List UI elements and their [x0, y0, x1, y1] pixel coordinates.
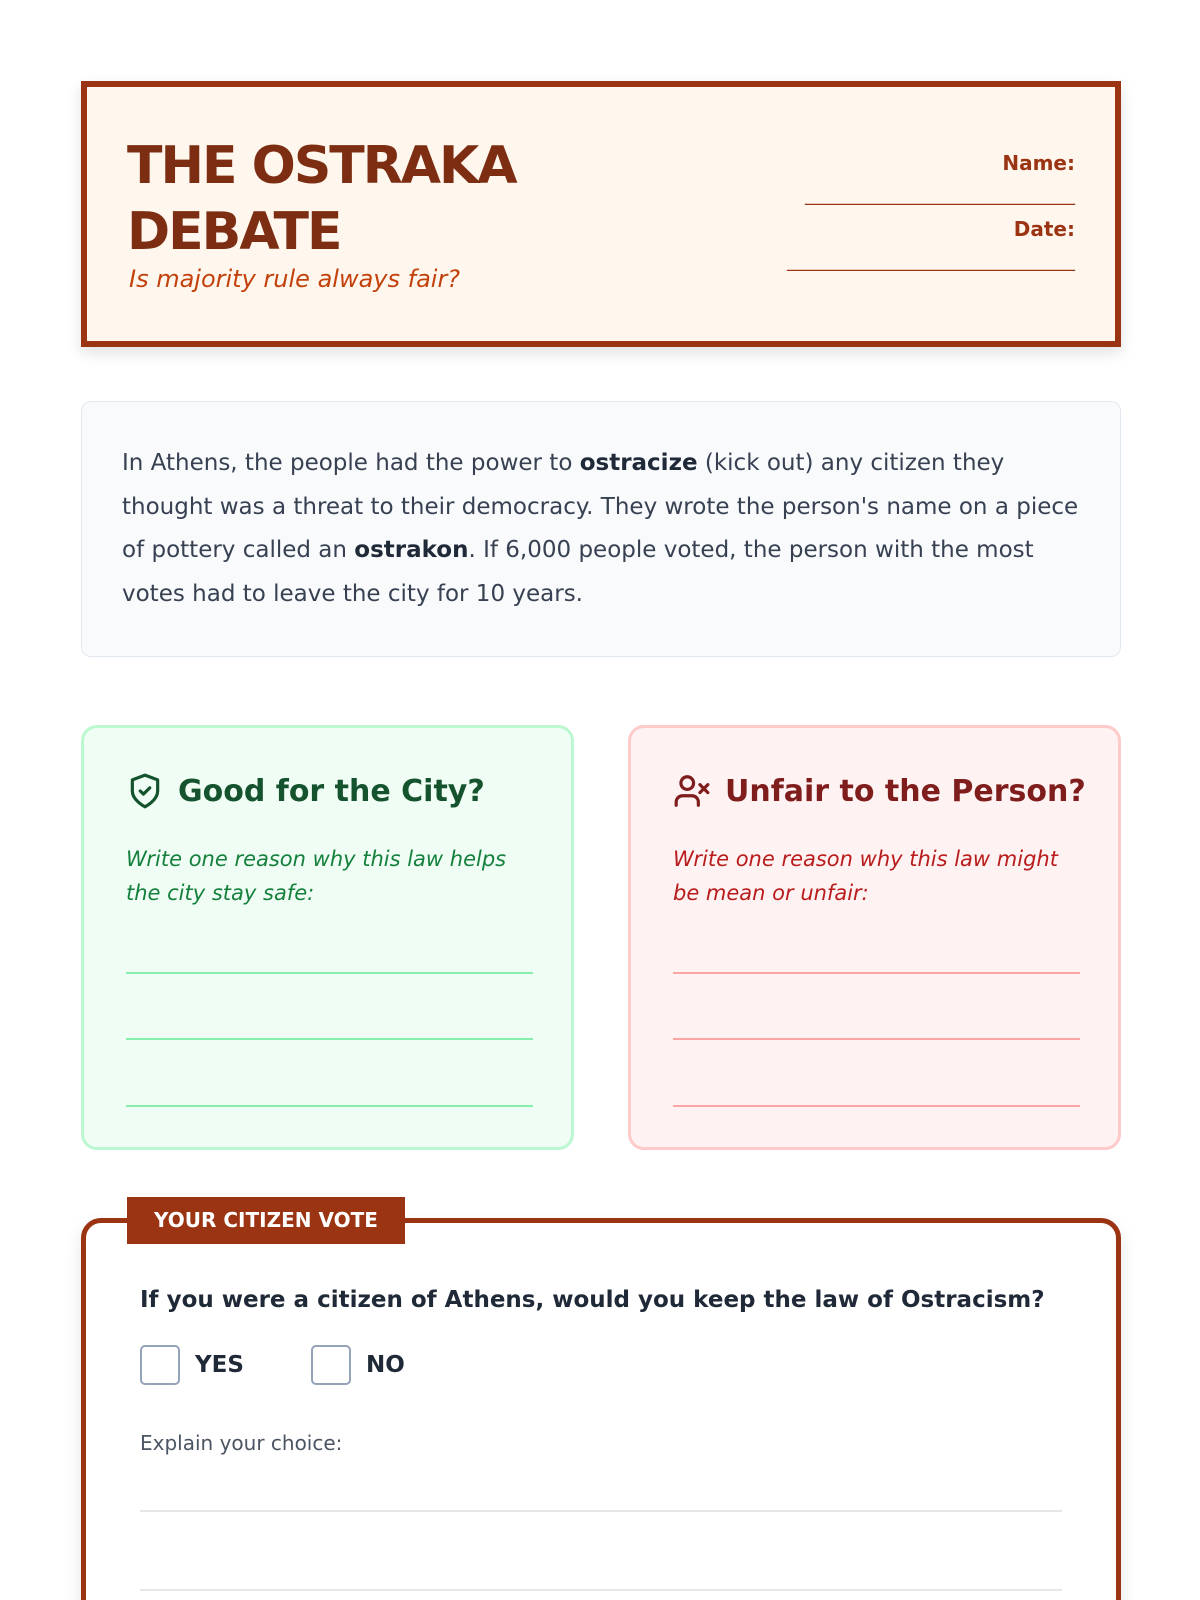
shield-check-icon	[126, 772, 164, 810]
writing-line[interactable]	[673, 1038, 1080, 1040]
explain-writing-line[interactable]	[140, 1510, 1062, 1512]
citizen-vote-section	[81, 1218, 1121, 1600]
name-blank[interactable]: ______________________________	[805, 185, 1075, 206]
term-ostracize: ostracize	[579, 450, 698, 476]
no-label: NO	[366, 1352, 405, 1378]
page-subtitle: Is majority rule always fair?	[129, 265, 461, 293]
title-line-2: DEBATE	[127, 202, 341, 262]
writing-line[interactable]	[126, 972, 533, 974]
vote-question: If you were a citizen of Athens, would you keep the law of Ostracism?	[140, 1287, 1045, 1313]
bad-card-header	[673, 772, 1086, 810]
explain-label: Explain your choice:	[140, 1431, 343, 1455]
title-line-1: THE OSTRAKA	[127, 136, 516, 196]
writing-line[interactable]	[126, 1038, 533, 1040]
unfair-to-person-card	[628, 725, 1121, 1150]
worksheet-header	[81, 81, 1121, 347]
explain-writing-line[interactable]	[140, 1589, 1062, 1591]
intro-part-3: . If 6,000 people voted, the person with the most votes had to leave the city for 10 years.	[122, 537, 1034, 607]
good-card-header	[126, 772, 485, 810]
no-checkbox[interactable]	[311, 1345, 351, 1385]
intro-part-2: (kick out) any citizen they thought was a threat to their democracy. They wrote the person's name on a piece of pottery called an	[122, 450, 1079, 563]
yes-checkbox[interactable]	[140, 1345, 180, 1385]
date-label: Date:	[1013, 217, 1075, 241]
intro-part-1: In Athens, the people had the power to	[122, 450, 580, 476]
vote-section-tag: YOUR CITIZEN VOTE	[127, 1197, 405, 1244]
page-title	[127, 133, 587, 265]
writing-line[interactable]	[126, 1105, 533, 1107]
writing-line[interactable]	[673, 1105, 1080, 1107]
date-blank[interactable]: ________________________________	[787, 251, 1075, 272]
bad-card-title: Unfair to the Person?	[725, 773, 1086, 809]
good-card-title: Good for the City?	[178, 773, 485, 809]
yes-option[interactable]	[140, 1345, 244, 1385]
name-label: Name:	[1002, 151, 1075, 175]
term-ostrakon: ostrakon	[354, 537, 469, 563]
intro-text	[81, 401, 1121, 657]
writing-line[interactable]	[673, 972, 1080, 974]
no-option[interactable]	[311, 1345, 405, 1385]
user-remove-icon	[673, 772, 711, 810]
good-for-city-card	[81, 725, 574, 1150]
good-card-prompt: Write one reason why this law helps the city stay safe:	[126, 847, 507, 905]
bad-card-prompt: Write one reason why this law might be mean or unfair:	[673, 847, 1058, 905]
yes-label: YES	[195, 1352, 244, 1378]
